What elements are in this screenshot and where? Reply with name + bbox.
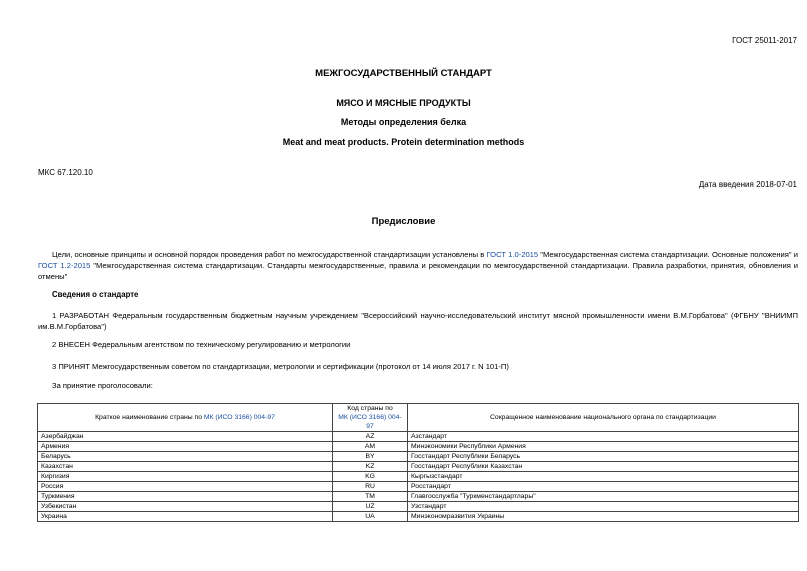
body-cell: Кыргызстандарт (408, 472, 799, 482)
code-cell: KG (333, 472, 408, 482)
code-cell: AM (333, 442, 408, 452)
country-cell: Россия (38, 482, 333, 492)
developed-by-paragraph: 1 РАЗРАБОТАН Федеральным государственным бюджетным научным учреждением "Всероссийский научно-исследовательский институт мясной промышленности имени В.М.Горбатова" (ФГБНУ "ВНИИМП им.В.М.Горбатова") (38, 311, 798, 331)
introduced-by-paragraph: 2 ВНЕСЕН Федеральным агентством по техническому регулированию и метрологии (52, 340, 351, 349)
country-cell: Азербайджан (38, 432, 333, 442)
document-title-english: Meat and meat products. Protein determination methods (282, 137, 525, 147)
preface-text: "Межгосударственная система стандартизации. Стандарты межгосударственные, правила и рекомендации по межгосударственной стандартизации. Правила разработки, принятия, обновления и отмены" (38, 261, 798, 281)
country-cell: Украина (38, 512, 333, 522)
introduction-date: Дата введения 2018-07-01 (698, 180, 797, 189)
document-subtitle: Методы определения белка (340, 117, 467, 127)
column-header-body: Сокращенное наименование национального органа по стандартизации (408, 404, 799, 432)
code-cell: TM (333, 492, 408, 502)
country-cell: Беларусь (38, 452, 333, 462)
body-cell: Госстандарт Республики Казахстан (408, 462, 799, 472)
code-cell: RU (333, 482, 408, 492)
body-cell: Госстандарт Республики Беларусь (408, 452, 799, 462)
table-row (38, 472, 799, 482)
standard-info-heading: Сведения о стандарте (52, 290, 139, 299)
code-cell: BY (333, 452, 408, 462)
table-row (38, 482, 799, 492)
mk-iso-link[interactable]: МК (ИСО 3166) 004-97 (338, 414, 402, 430)
table-row (38, 462, 799, 472)
voted-for-label: За принятие проголосовали: (52, 381, 153, 390)
gost-1-0-link[interactable]: ГОСТ 1.0-2015 (486, 250, 539, 259)
country-cell: Узбекистан (38, 502, 333, 512)
body-cell: Узстандарт (408, 502, 799, 512)
document-title: МЯСО И МЯСНЫЕ ПРОДУКТЫ (336, 98, 471, 108)
code-cell: UZ (333, 502, 408, 512)
country-cell: Киргизия (38, 472, 333, 482)
standard-type-heading: МЕЖГОСУДАРСТВЕННЫЙ СТАНДАРТ (315, 68, 492, 79)
column-header-country: Краткое наименование страны по МК (ИСО 3166) 004-97 (38, 404, 333, 432)
voting-countries-table (37, 403, 799, 522)
table-row (38, 512, 799, 522)
body-cell: Азстандарт (408, 432, 799, 442)
preface-paragraph (38, 249, 798, 282)
preface-text: Цели, основные принципы и основной порядок проведения работ по межгосударственной стандартизации установлены в (52, 250, 487, 259)
table-row (38, 502, 799, 512)
document-number: ГОСТ 25011-2017 (732, 36, 797, 45)
preface-text: "Межгосударственная система стандартизации. Основные положения" и (538, 250, 798, 259)
table-row (38, 432, 799, 442)
table-header-row (38, 404, 799, 432)
mk-iso-link[interactable]: МК (ИСО 3166) 004-97 (203, 414, 275, 421)
adopted-by-paragraph: 3 ПРИНЯТ Межгосударственным советом по стандартизации, метрологии и сертификации (протокол от 14 июля 2017 г. N 101-П) (52, 362, 509, 371)
body-cell: Росстандарт (408, 482, 799, 492)
table-row (38, 442, 799, 452)
table-row (38, 452, 799, 462)
mks-code: МКС 67.120.10 (38, 168, 93, 177)
code-cell: UA (333, 512, 408, 522)
body-cell: Минэкономики Республики Армения (408, 442, 799, 452)
country-cell: Туркмения (38, 492, 333, 502)
table-row (38, 492, 799, 502)
body-cell: Главгосслужба "Туркменстандартлары" (408, 492, 799, 502)
body-cell: Минэкономразвития Украины (408, 512, 799, 522)
column-header-code: Код страны по МК (ИСО 3166) 004-97 (333, 404, 408, 432)
preface-heading: Предисловие (371, 216, 436, 227)
gost-1-2-link[interactable]: ГОСТ 1.2-2015 (38, 261, 91, 270)
country-cell: Армения (38, 442, 333, 452)
country-cell: Казахстан (38, 462, 333, 472)
code-cell: AZ (333, 432, 408, 442)
code-cell: KZ (333, 462, 408, 472)
